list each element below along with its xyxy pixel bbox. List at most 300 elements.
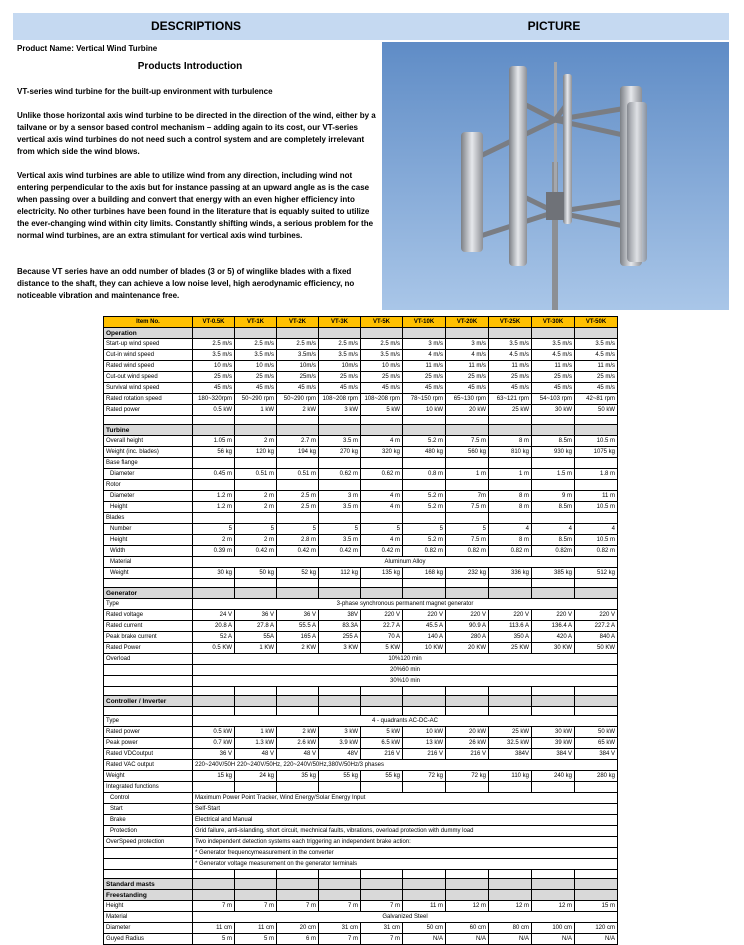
value-cell: 384V [489,749,532,760]
value-cell: 4 m [361,535,403,546]
blank-cell [319,416,361,425]
blank-cell [575,416,618,425]
value-cell: 0.45 m [193,469,235,480]
spanned-value-cell: 20%60 min [193,665,618,676]
blank-cell [403,707,446,716]
row-label: Peak brake current [104,632,193,643]
value-cell [235,458,277,469]
value-cell: 7 m [319,934,361,945]
section-cell [489,328,532,339]
spanned-value-cell: Electrical and Manual [193,815,618,826]
value-cell: 0.82 m [403,546,446,557]
section-cell [319,890,361,901]
value-cell: 48 V [277,749,319,760]
table-row [104,568,618,579]
section-cell [532,588,575,599]
value-cell: 32.5 kW [489,738,532,749]
paragraph-tagline: VT-series wind turbine for the built-up environment with turbulence [17,87,273,96]
value-cell: 5.2 m [403,502,446,513]
value-cell: 180~320rpm [193,394,235,405]
value-cell: 2 kW [277,727,319,738]
value-cell: 3.9 kW [319,738,361,749]
row-label: Blades [104,513,193,524]
value-cell: 11 m/s [575,361,618,372]
value-cell: 350 A [489,632,532,643]
blank-cell [489,416,532,425]
value-cell: 42~81 rpm [575,394,618,405]
value-cell: 2 m [193,535,235,546]
section-cell [319,696,361,707]
value-cell: 11 m [403,901,446,912]
value-cell: 10.5 m [575,502,618,513]
value-cell: 2.5 m/s [277,339,319,350]
value-cell: 10 KW [403,643,446,654]
table-header-row [104,317,618,328]
value-cell [193,480,235,491]
section-cell [446,696,489,707]
section-cell [193,696,235,707]
value-cell: 11 cm [193,923,235,934]
spanned-value-cell: Maximum Power Point Tracker, Wind Energy/Solar Energy Input [193,793,618,804]
value-cell [446,782,489,793]
value-cell [403,782,446,793]
row-label: Rated power [104,405,193,416]
blank-cell [446,687,489,696]
value-cell: 2.5 m/s [361,339,403,350]
value-cell: 1 m [446,469,489,480]
section-cell [319,879,361,890]
value-cell [235,513,277,524]
value-cell: 72 kg [446,771,489,782]
section-cell [446,328,489,339]
value-cell: 1.8 m [575,469,618,480]
value-cell: 45 m/s [319,383,361,394]
value-cell: 930 kg [532,447,575,458]
value-cell: 3 m/s [403,339,446,350]
section-cell [489,696,532,707]
value-cell: 45 m/s [277,383,319,394]
value-cell: 0.82 m [446,546,489,557]
section-label: Turbine [104,425,193,436]
column-header: VT-25K [489,317,532,328]
table-row [104,848,618,859]
section-cell [575,879,618,890]
value-cell: 2.5 m [277,502,319,513]
value-cell: 216 V [446,749,489,760]
value-cell: 31 cm [319,923,361,934]
value-cell: 4 [489,524,532,535]
value-cell [446,458,489,469]
value-cell: 65 kW [575,738,618,749]
value-cell: 3.5 m/s [193,350,235,361]
value-cell: 0.82 m [575,546,618,557]
value-cell: 72 kg [403,771,446,782]
table-section-row [104,879,618,890]
blank-cell [193,687,235,696]
value-cell: 5 m [193,934,235,945]
blank-cell [489,579,532,588]
value-cell: 2.5 m/s [235,339,277,350]
row-label: Rated voltage [104,610,193,621]
value-cell: 20 cm [277,923,319,934]
value-cell: 50 KW [575,643,618,654]
value-cell: 2 m [235,535,277,546]
value-cell: 48 V [235,749,277,760]
value-cell: 384 V [532,749,575,760]
row-label: Height [104,535,193,546]
value-cell: 30 kW [532,727,575,738]
value-cell: 50~290 rpm [277,394,319,405]
table-row [104,469,618,480]
value-cell: 31 cm [361,923,403,934]
blank-cell [104,687,193,696]
value-cell [193,782,235,793]
row-label: Start [104,804,193,815]
value-cell: 50~290 rpm [235,394,277,405]
value-cell [361,458,403,469]
value-cell: 24 kg [235,771,277,782]
section-label: Generator [104,588,193,599]
product-name: Product Name: Vertical Wind Turbine [17,44,158,53]
value-cell [489,782,532,793]
section-cell [489,890,532,901]
value-cell: 10.5 m [575,436,618,447]
section-cell [193,890,235,901]
value-cell: 5.2 m [403,436,446,447]
value-cell: 25 m/s [193,372,235,383]
value-cell [532,480,575,491]
value-cell: 0.5 kW [193,405,235,416]
section-cell [532,696,575,707]
blank-cell [532,416,575,425]
value-cell: 3.5 m/s [489,339,532,350]
blank-cell [104,416,193,425]
spanned-value-cell: Two independent detection systems each triggering an independent brake action: [193,837,618,848]
table-row [104,513,618,524]
row-label: Survival wind speed [104,383,193,394]
section-cell [319,425,361,436]
section-cell [575,328,618,339]
value-cell: 220 V [575,610,618,621]
row-label [104,676,193,687]
value-cell: 90.9 A [446,621,489,632]
value-cell: 560 kg [446,447,489,458]
column-header: VT-20K [446,317,489,328]
value-cell: 11 m [575,491,618,502]
column-header: VT-3K [319,317,361,328]
value-cell: 320 kg [361,447,403,458]
value-cell: 54~103 rpm [532,394,575,405]
value-cell: 2 kW [277,405,319,416]
table-section-row [104,890,618,901]
value-cell: 1.5 m [532,469,575,480]
value-cell: 3.5 m/s [575,339,618,350]
table-row [104,901,618,912]
value-cell: 0.51 m [235,469,277,480]
value-cell: 7 m [277,901,319,912]
value-cell: 36 V [235,610,277,621]
value-cell: 13 kW [403,738,446,749]
value-cell: 100 cm [532,923,575,934]
section-cell [489,588,532,599]
value-cell: 216 V [403,749,446,760]
table-row [104,934,618,945]
value-cell: 55 kg [361,771,403,782]
value-cell: 280 kg [575,771,618,782]
row-label: Brake [104,815,193,826]
value-cell: 45.5 A [403,621,446,632]
value-cell: 220 V [361,610,403,621]
blank-cell [277,870,319,879]
value-cell [403,458,446,469]
blank-cell [104,870,193,879]
value-cell: 36 V [193,749,235,760]
column-header: Item No. [104,317,193,328]
table-section-row [104,696,618,707]
value-cell: 1.2 m [193,491,235,502]
value-cell: 1.3 kW [235,738,277,749]
row-label: Guyed Radius [104,934,193,945]
value-cell: 2.6 kW [277,738,319,749]
header-bar [13,13,729,40]
blank-cell [361,707,403,716]
value-cell: 80 cm [489,923,532,934]
value-cell: 3.5 m [319,502,361,513]
table-row [104,610,618,621]
value-cell: 113.6 A [489,621,532,632]
table-row [104,383,618,394]
value-cell: N/A [489,934,532,945]
value-cell: 0.5 kW [193,727,235,738]
value-cell: 50 cm [403,923,446,934]
blank-cell [532,870,575,879]
table-blank-row [104,416,618,425]
value-cell: 8 m [489,535,532,546]
section-label: Freestanding [104,890,193,901]
row-label: Peak power [104,738,193,749]
value-cell: 120 cm [575,923,618,934]
blank-cell [575,687,618,696]
value-cell: 25 kW [489,405,532,416]
value-cell: 165 A [277,632,319,643]
value-cell: 5 [193,524,235,535]
row-label: Overload [104,654,193,665]
table-row [104,557,618,568]
section-cell [319,328,361,339]
paragraph-horizontal: Unlike those horizontal axis wind turbine to be directed in the direction of the wind, either by a tailvane or by a sensor based control mechanism – adding again to its cost, our VT-series vertical axis wind turbines do not need such a control system and are completely irrelevant from which side the wind blows. [17,111,376,156]
value-cell: 20 kW [446,727,489,738]
value-cell: 1 m [489,469,532,480]
value-cell: 168 kg [403,568,446,579]
row-label: Control [104,793,193,804]
value-cell: 20 KW [446,643,489,654]
value-cell: 12 m [532,901,575,912]
section-cell [489,425,532,436]
table-row [104,665,618,676]
table-row [104,339,618,350]
value-cell: 10.5 m [575,535,618,546]
value-cell: 240 kg [532,771,575,782]
spanned-value-cell: Aluminum Alloy [193,557,618,568]
section-cell [277,425,319,436]
blank-cell [403,687,446,696]
value-cell: 6 m [277,934,319,945]
section-cell [575,696,618,707]
spanned-value-cell: 30%10 min [193,676,618,687]
value-cell: 810 kg [489,447,532,458]
value-cell: 512 kg [575,568,618,579]
blank-cell [193,707,235,716]
section-cell [277,879,319,890]
table-row [104,804,618,815]
value-cell: 20.8 A [193,621,235,632]
value-cell: 0.42 m [235,546,277,557]
value-cell: 227.2 A [575,621,618,632]
value-cell [361,782,403,793]
blank-cell [193,870,235,879]
value-cell: 4 m/s [403,350,446,361]
wind-turbine-photo [382,42,729,310]
value-cell: 5 [319,524,361,535]
value-cell: 48V [319,749,361,760]
value-cell [532,513,575,524]
blank-cell [446,416,489,425]
value-cell: 2 m [235,491,277,502]
section-cell [575,588,618,599]
value-cell: 0.39 m [193,546,235,557]
value-cell: 3 KW [319,643,361,654]
section-cell [403,696,446,707]
value-cell: 840 A [575,632,618,643]
section-cell [361,425,403,436]
value-cell: 3.5 m/s [361,350,403,361]
value-cell: 0.82m [532,546,575,557]
row-label: Weight (inc. blades) [104,447,193,458]
value-cell: 6.5 kW [361,738,403,749]
table-row [104,837,618,848]
value-cell: 7 m [361,901,403,912]
value-cell [319,480,361,491]
spanned-value-cell: 4 - quadrants AC-DC-AC [193,716,618,727]
blank-cell [575,707,618,716]
spanned-value-cell: 3-phase synchronous permanent magnet generator [193,599,618,610]
value-cell: 5 KW [361,643,403,654]
blank-cell [235,707,277,716]
row-label: Height [104,502,193,513]
table-row [104,727,618,738]
value-cell: 232 kg [446,568,489,579]
value-cell: 336 kg [489,568,532,579]
row-label: Rotor [104,480,193,491]
table-row [104,361,618,372]
value-cell: 4 [532,524,575,535]
value-cell: 25 m/s [235,372,277,383]
table-row [104,923,618,934]
value-cell: 1.2 m [193,502,235,513]
blank-cell [361,416,403,425]
value-cell: 135 kg [361,568,403,579]
value-cell: 45 m/s [235,383,277,394]
value-cell: 7.5 m [446,436,489,447]
table-row [104,815,618,826]
value-cell: 4 m [361,502,403,513]
spanned-value-cell: Galvanized Steel [193,912,618,923]
section-cell [235,879,277,890]
value-cell [489,458,532,469]
blank-cell [403,416,446,425]
section-cell [446,879,489,890]
value-cell: 7m [446,491,489,502]
table-row [104,436,618,447]
section-cell [446,425,489,436]
table-row [104,458,618,469]
row-label: Rated VDCoutput [104,749,193,760]
value-cell: 220 V [446,610,489,621]
value-cell: 25 m/s [489,372,532,383]
value-cell: 0.42 m [361,546,403,557]
column-header: VT-50K [575,317,618,328]
value-cell: 5 [403,524,446,535]
spanned-value-cell: Self-Start [193,804,618,815]
column-header: VT-1K [235,317,277,328]
table-row [104,524,618,535]
row-label: Rated current [104,621,193,632]
blank-cell [235,416,277,425]
row-label: Height [104,901,193,912]
value-cell: 55.5 A [277,621,319,632]
blank-cell [104,707,193,716]
blank-cell [104,579,193,588]
blank-cell [446,707,489,716]
section-cell [403,588,446,599]
row-label: Base flange [104,458,193,469]
blank-cell [532,707,575,716]
value-cell: 5 [235,524,277,535]
blank-cell [446,870,489,879]
value-cell: 45 m/s [403,383,446,394]
column-header: VT-10K [403,317,446,328]
section-cell [446,588,489,599]
value-cell: 83.3A [319,621,361,632]
value-cell: 2 m [235,502,277,513]
blank-cell [319,579,361,588]
section-cell [361,696,403,707]
section-cell [361,890,403,901]
value-cell: 1 kW [235,727,277,738]
value-cell [489,480,532,491]
value-cell [403,513,446,524]
value-cell [489,513,532,524]
value-cell: 0.82 m [489,546,532,557]
section-cell [277,696,319,707]
value-cell: 1 KW [235,643,277,654]
row-label: Cut-out wind speed [104,372,193,383]
table-row [104,716,618,727]
value-cell: 0.5 KW [193,643,235,654]
value-cell: 45 m/s [361,383,403,394]
value-cell: 45 m/s [193,383,235,394]
value-cell: 36 V [277,610,319,621]
value-cell: 280 A [446,632,489,643]
table-row [104,912,618,923]
value-cell [446,480,489,491]
blank-cell [489,687,532,696]
value-cell: 45 m/s [532,383,575,394]
value-cell [277,480,319,491]
row-label [104,848,193,859]
value-cell: 5 [446,524,489,535]
blank-cell [489,870,532,879]
